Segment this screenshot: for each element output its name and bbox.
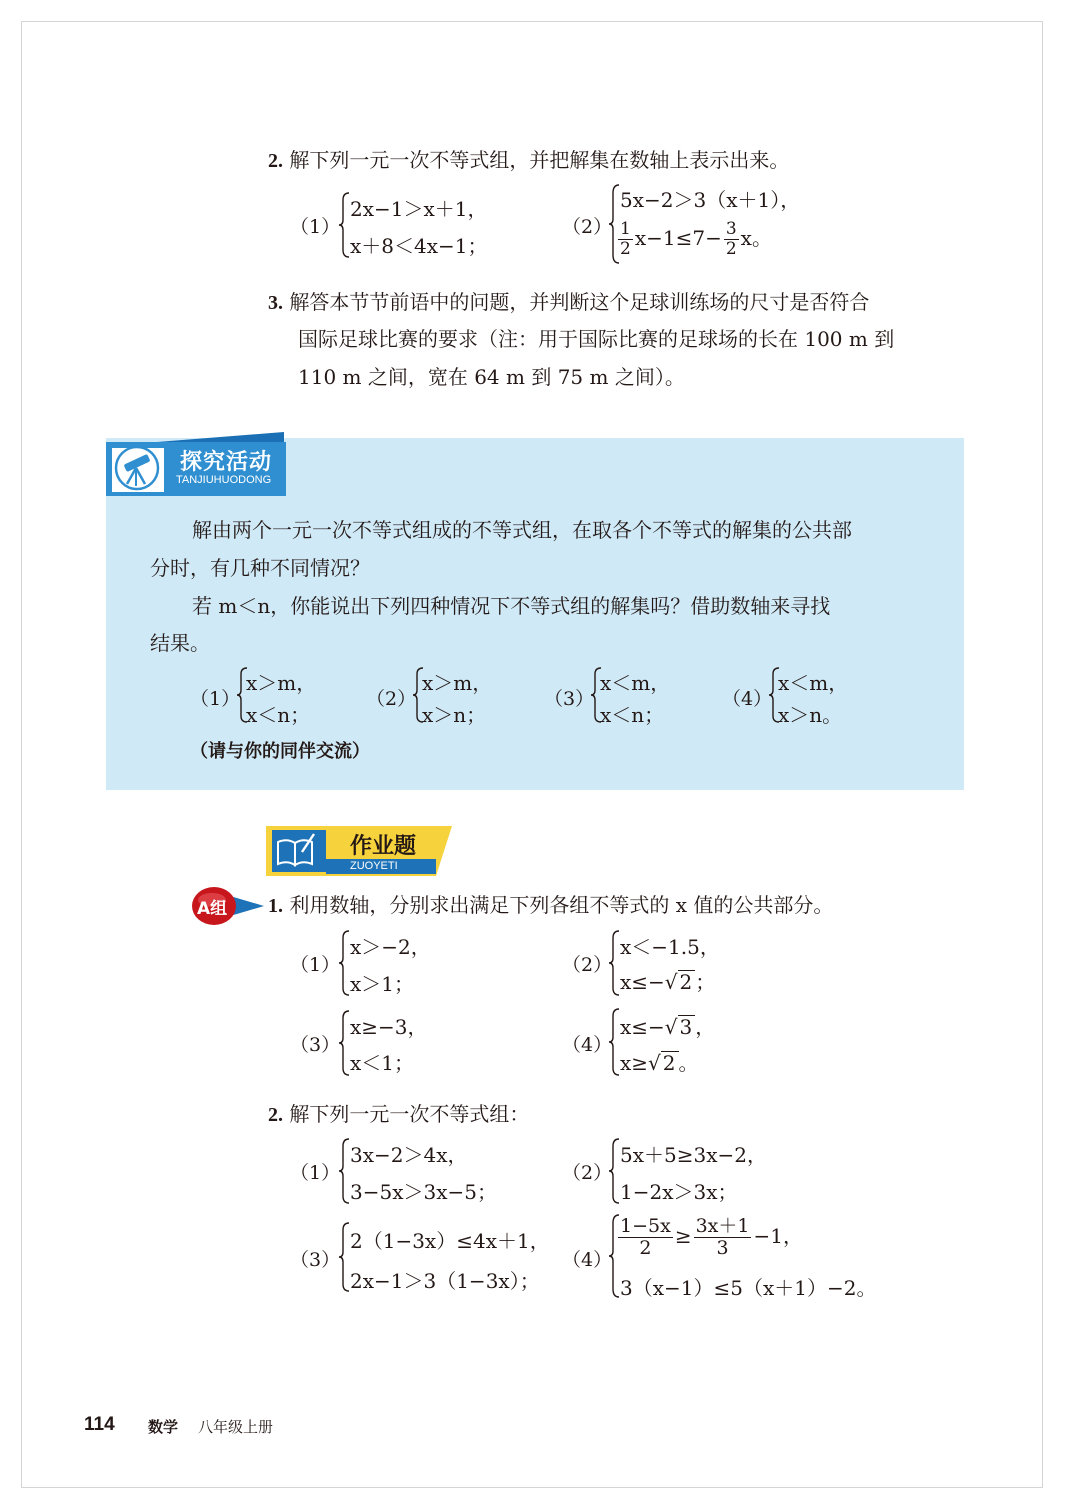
part-label: （4） [562,1034,613,1056]
system-line: 2（1−3x）≤4x＋1， [350,1229,550,1253]
expr: x−1≤7− [634,226,722,250]
explore-note: （请与你的同伴交流） [190,741,370,762]
homework-subtitle: ZUOYETI [350,860,398,872]
expr: −1， [753,1224,803,1248]
system-line: x≥−3， [350,1015,428,1039]
brace [338,930,350,996]
part-label: （2） [366,688,417,710]
homework-question-1 [268,891,833,920]
explore-paragraph: 分时，有几种不同情况？ [150,556,370,580]
page-number: 114 [84,1414,115,1435]
part-label: （2） [562,954,613,976]
system-line: 2x−1＞x＋1， [350,197,488,221]
footer-grade: 八年级上册 [198,1418,274,1436]
part-label: （3） [544,688,595,710]
system-line: x≤−√ 3 ， [620,1015,716,1039]
system-line: x≥√ 2 。 [620,1051,699,1075]
system-line: x＜n； [246,703,311,727]
brace [338,1222,350,1292]
explore-paragraph: 结果。 [150,631,210,655]
question-text: 解答本节节前语中的问题，并判断这个足球训练场的尺寸是否符合 [289,290,870,314]
question-2-top [268,146,789,175]
sqrt-radicand: 3 [678,1015,696,1038]
brace [608,1008,620,1076]
system-line: x＞n。 [778,703,843,727]
fraction: $\frac{1-5x}{2}$ [620,1215,671,1259]
system-line: x≤−√ 2 ； [620,970,716,994]
explore-subtitle: TANJIUHUODONG [176,474,272,486]
part-label: （4） [722,688,773,710]
explore-title: 探究活动 [180,450,273,475]
brace [608,1138,620,1204]
sqrt-radicand: 2 [661,1051,679,1074]
part-label: （4） [562,1249,613,1271]
question-number: 2. [268,150,283,172]
system-line: 3x−2＞4x， [350,1143,468,1167]
system-line: x＜n； [600,703,665,727]
part-label: （3） [290,1034,341,1056]
system-line: 2x−1＞3（1−3x）； [350,1269,540,1293]
homework-title: 作业题 [350,834,417,859]
system-line: x＞n； [422,703,487,727]
part-label: （1） [190,688,241,710]
part-label: （1） [290,1162,341,1184]
system-line: 3−5x＞3x−5； [350,1180,497,1204]
expr: x。 [740,226,772,250]
part-label: （2） [562,216,613,238]
system-line: x＞−2， [350,935,431,959]
system-line: x＜−1.5， [620,935,720,959]
book-pen-icon [274,830,318,870]
telescope-icon [112,442,162,492]
fraction: $\frac{3}{2}$ [725,219,737,259]
system-line: x＞m， [422,671,493,695]
question-text: 110 m 之间，宽在 64 m 到 75 m 之间）。 [298,365,685,389]
expr: ≥ [674,1224,692,1248]
part-label: （2） [562,1162,613,1184]
part-label: （1） [290,216,341,238]
brace [338,192,350,258]
footer-subject: 数学 [148,1418,179,1436]
system-line: x＜1； [350,1051,415,1075]
system-line: x＞m， [246,671,317,695]
homework-question-2 [268,1100,529,1129]
system-line-fractions [616,1216,803,1259]
question-3-top [268,288,869,317]
fraction: $\frac{3x+1}{3}$ [695,1215,750,1259]
brace [608,930,620,996]
question-text: 解下列一元一次不等式组： [289,1102,530,1126]
question-number: 2. [268,1104,283,1126]
system-line: 5x＋5≥3x−2， [620,1143,767,1167]
system-line: 1−2x＞3x； [620,1180,738,1204]
part-label: （3） [290,1249,341,1271]
system-line: x＜m， [600,671,671,695]
system-line: x＞1； [350,972,415,996]
system-line-fractions [616,220,772,259]
explore-paragraph: 解由两个一元一次不等式组成的不等式组，在取各个不等式的解集的公共部 [192,518,852,542]
brace [338,1138,350,1204]
system-line: x＋8＜4x−1； [350,234,488,258]
system-line: 5x−2＞3（x＋1）， [620,188,801,212]
sqrt-radicand: 2 [678,970,696,993]
system-line: x＜m， [778,671,849,695]
question-number: 3. [268,292,283,314]
question-text: 利用数轴，分别求出满足下列各组不等式的 x 值的公共部分。 [289,893,834,917]
question-number: 1. [268,895,283,917]
question-text: 解下列一元一次不等式组，并把解集在数轴上表示出来。 [289,148,790,172]
fraction: $\frac{1}{2}$ [620,219,631,259]
group-a-label: A组 [197,899,228,919]
explore-paragraph: 若 m＜n，你能说出下列四种情况下不等式组的解集吗？借助数轴来寻找 [192,594,831,618]
question-text: 国际足球比赛的要求（注：用于国际比赛的足球场的长在 100 m 到 [298,327,895,351]
part-label: （1） [290,954,341,976]
brace [338,1010,350,1076]
system-line: 3（x−1）≤5（x＋1）−2。 [620,1276,877,1300]
